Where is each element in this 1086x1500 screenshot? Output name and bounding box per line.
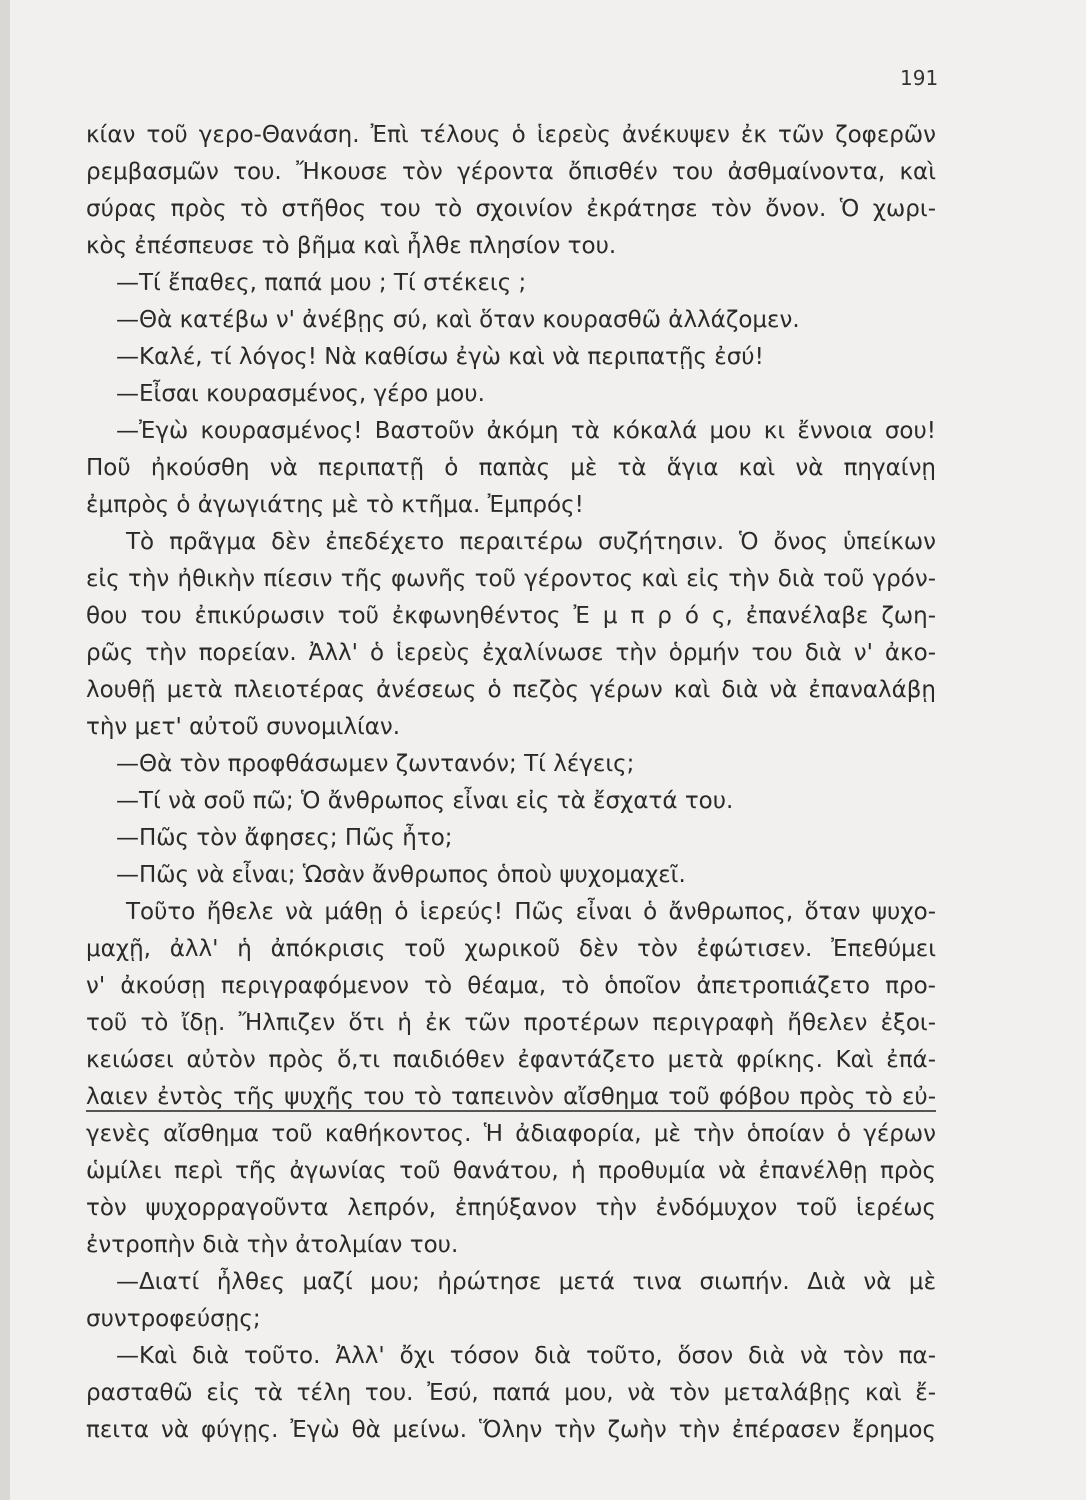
text-line: κίαν τοῦ γερο-Θανάση. Ἐπὶ τέλους ὁ ἱερεὺς ἀνέκυψεν ἐκ τῶν ζοφερῶν xyxy=(86,122,936,148)
text-line: ρασταθῶ εἰς τὰ τέλη του. Ἐσύ, παπά μου, νὰ τὸν μεταλάβῃς καὶ ἔ- xyxy=(86,1380,936,1406)
paragraph-start-line: Τὸ πρᾶγμα δὲν ἐπεδέχετο περαιτέρω συζήτησιν. Ὁ ὄνος ὑπείκων xyxy=(126,529,936,555)
dialogue-line: —Ἐγὼ κουρασμένος! Βαστοῦν ἀκόμη τὰ κόκαλά μου κι ἔννοια σου! xyxy=(116,418,936,444)
text-line: γενὲς αἴσθημα τοῦ καθήκοντος. Ἡ ἀδιαφορία, μὲ τὴν ὁποίαν ὁ γέρων xyxy=(86,1121,936,1147)
text-line: τὸν ψυχορραγοῦντα λεπρόν, ἐπηύξανον τὴν ἐνδόμυχον τοῦ ἱερέως xyxy=(86,1195,936,1221)
dialogue-line: —Θὰ κατέβω ν' ἀνέβῃς σύ, καὶ ὅταν κουρασθῶ ἀλλάζομεν. xyxy=(116,307,800,333)
dialogue-line: —Πῶς νὰ εἶναι; Ὡσὰν ἄνθρωπος ὁποὺ ψυχομαχεῖ. xyxy=(116,862,686,888)
paragraph-start-line: Τοῦτο ἤθελε νὰ μάθῃ ὁ ἱερεύς! Πῶς εἶναι ὁ ἄνθρωπος, ὅταν ψυχο- xyxy=(126,899,936,925)
page-number: 191 xyxy=(900,66,939,90)
dialogue-line: —Πῶς τὸν ἄφησες; Πῶς ἦτο; xyxy=(116,825,453,851)
text-line: ἐμπρὸς ὁ ἀγωγιάτης μὲ τὸ κτῆμα. Ἐμπρός! xyxy=(86,492,584,518)
text-line: ἐντροπὴν διὰ τὴν ἀτολμίαν του. xyxy=(86,1232,459,1258)
dialogue-line: —Καλέ, τί λόγος! Νὰ καθίσω ἐγὼ καὶ νὰ περιπατῇς ἐσύ! xyxy=(116,344,764,370)
text-line: λουθῇ μετὰ πλειοτέρας ἀνέσεως ὁ πεζὸς γέρων καὶ διὰ νὰ ἐπαναλάβῃ xyxy=(86,677,936,703)
dialogue-line: —Εἶσαι κουρασμένος, γέρο μου. xyxy=(116,381,485,407)
text-line: κὸς ἐπέσπευσε τὸ βῆμα καὶ ἦλθε πλησίον του. xyxy=(86,233,617,259)
text-line: κειώσει αὐτὸν πρὸς ὅ,τι παιδιόθεν ἐφαντάζετο μετὰ φρίκης. Καὶ ἐπά- xyxy=(86,1047,936,1073)
text-line: σύρας πρὸς τὸ στῆθος του τὸ σχοινίον ἐκράτησε τὸν ὄνον. Ὁ χωρι- xyxy=(86,196,936,222)
text-line: ν' ἀκούσῃ περιγραφόμενον τὸ θέαμα, τὸ ὁποῖον ἀπετροπιάζετο προ- xyxy=(86,973,936,999)
dialogue-line: —Τί νὰ σοῦ πῶ; Ὁ ἄνθρωπος εἶναι εἰς τὰ ἔσχατά του. xyxy=(116,788,734,814)
text-line: τὴν μετ' αὐτοῦ συνομιλίαν. xyxy=(86,714,401,740)
dialogue-line: —Καὶ διὰ τοῦτο. Ἀλλ' ὄχι τόσον διὰ τοῦτο, ὅσον διὰ νὰ τὸν πα- xyxy=(116,1343,936,1369)
text-line: Ποῦ ἠκούσθη νὰ περιπατῇ ὁ παπὰς μὲ τὰ ἅγια καὶ νὰ πηγαίνῃ xyxy=(86,455,936,481)
text-line: μαχῇ, ἀλλ' ἡ ἀπόκρισις τοῦ χωρικοῦ δὲν τὸν ἐφώτισεν. Ἐπεθύμει xyxy=(86,936,936,962)
underlined-text-line: λαιεν ἐντὸς τῆς ψυχῆς του τὸ ταπεινὸν αἴσθημα τοῦ φόβου πρὸς τὸ εὐ- xyxy=(86,1084,936,1110)
text-line: ρεμβασμῶν του. Ἤκουσε τὸν γέροντα ὄπισθέν του ἀσθμαίνοντα, καὶ xyxy=(86,159,936,185)
dialogue-line: —Θὰ τὸν προφθάσωμεν ζωντανόν; Τί λέγεις; xyxy=(116,751,635,777)
dialogue-line: —Διατί ἦλθες μαζί μου; ἠρώτησε μετά τινα σιωπήν. Διὰ νὰ μὲ xyxy=(116,1269,936,1295)
text-line: πειτα νὰ φύγῃς. Ἐγὼ θὰ μείνω. Ὅλην τὴν ζωὴν τὴν ἐπέρασεν ἔρημος xyxy=(86,1417,936,1443)
page-edge-shadow xyxy=(0,0,10,1500)
text-line: θου του ἐπικύρωσιν τοῦ ἐκφωνηθέντος Ἐ μ π ρ ό ς, ἐπανέλαβε ζωη- xyxy=(86,603,936,629)
text-line: συντροφεύσῃς; xyxy=(86,1306,261,1332)
text-line: ὡμίλει περὶ τῆς ἀγωνίας τοῦ θανάτου, ἡ προθυμία νὰ ἐπανέλθῃ πρὸς xyxy=(86,1158,936,1184)
dialogue-line: —Τί ἔπαθες, παπά μου ; Τί στέκεις ; xyxy=(116,270,527,296)
text-line: εἰς τὴν ἠθικὴν πίεσιν τῆς φωνῆς τοῦ γέροντος καὶ εἰς τὴν διὰ τοῦ γρόν- xyxy=(86,566,936,592)
text-line: ρῶς τὴν πορείαν. Ἀλλ' ὁ ἱερεὺς ἐχαλίνωσε τὴν ὁρμήν του διὰ ν' ἀκο- xyxy=(86,640,936,666)
text-line: τοῦ τὸ ἴδῃ. Ἤλπιζεν ὅτι ἡ ἐκ τῶν προτέρων περιγραφὴ ἤθελεν ἐξοι- xyxy=(86,1010,936,1036)
